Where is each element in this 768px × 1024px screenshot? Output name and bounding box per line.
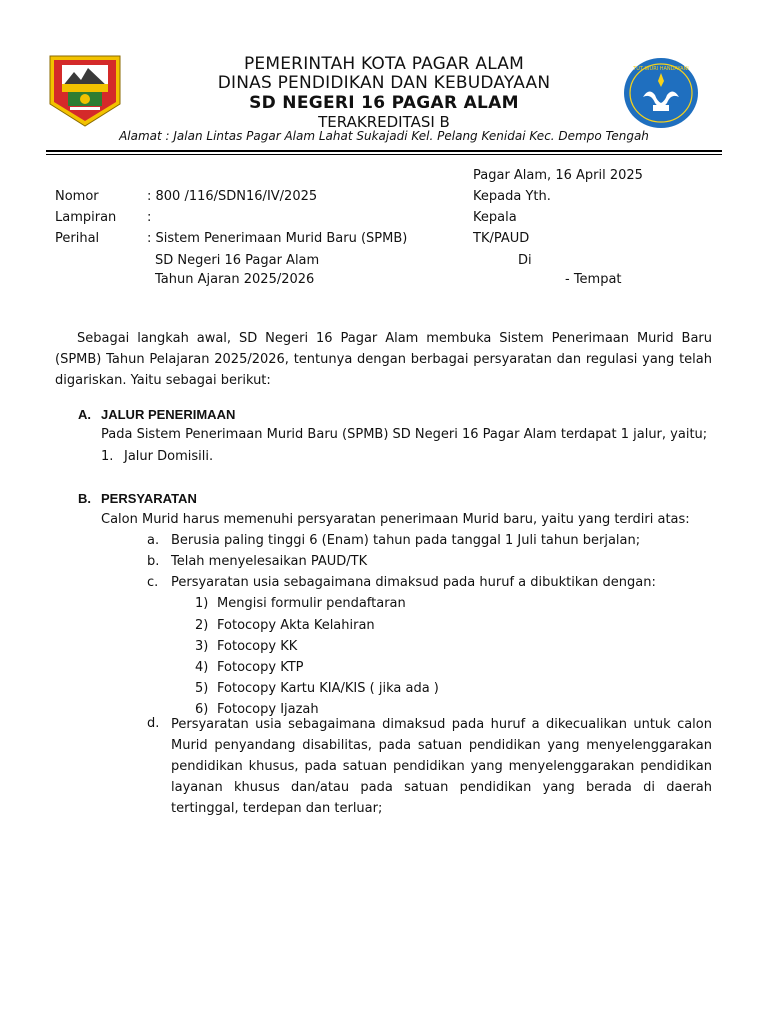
document-item: Fotocopy KK xyxy=(217,639,298,654)
requirement-marker: c. xyxy=(147,575,159,590)
letterhead-government: PEMERINTAH KOTA PAGAR ALAM xyxy=(243,54,525,74)
section-a-item-marker: 1. xyxy=(101,449,114,464)
document-item: Mengisi formulir pendaftaran xyxy=(217,596,406,611)
section-b-text: Calon Murid harus memenuhi persyaratan penerimaan Murid baru, yaitu yang terdiri atas: xyxy=(101,512,690,527)
section-b-title: PERSYARATAN xyxy=(101,491,197,506)
requirement-item: Persyaratan usia sebagaimana dimaksud pada huruf a dibuktikan dengan: xyxy=(171,575,656,590)
section-a-item: Jalur Domisili. xyxy=(124,449,214,464)
letterhead-accreditation: TERAKREDITASI B xyxy=(318,113,450,131)
requirement-marker: b. xyxy=(147,554,160,569)
recipient-line-4: Di xyxy=(518,253,532,268)
document-marker: 5) xyxy=(195,681,209,696)
section-a-text: Pada Sistem Penerimaan Murid Baru (SPMB) SD Negeri 16 Pagar Alam terdapat 1 jalur, yaitu; xyxy=(101,427,708,442)
section-a-marker: A. xyxy=(78,407,91,422)
document-marker: 2) xyxy=(195,618,209,633)
perihal-label: Perihal xyxy=(55,231,100,246)
nomor-label: Nomor xyxy=(55,189,99,204)
letterhead-school-name: SD NEGERI 16 PAGAR ALAM xyxy=(249,93,519,113)
perihal-line-3: Tahun Ajaran 2025/2026 xyxy=(155,272,315,287)
document-marker: 6) xyxy=(195,702,209,717)
svg-text:TUT WURI HANDAYANI: TUT WURI HANDAYANI xyxy=(633,66,689,72)
requirement-item: Telah menyelesaikan PAUD/TK xyxy=(171,554,368,569)
letterhead-department: DINAS PENDIDIKAN DAN KEBUDAYAAN xyxy=(217,73,551,93)
document-item: Fotocopy Ijazah xyxy=(217,702,319,717)
recipient-line-1: Kepada Yth. xyxy=(473,189,551,204)
document-marker: 1) xyxy=(195,596,209,611)
recipient-line-3: TK/PAUD xyxy=(473,231,530,246)
document-item: Fotocopy KTP xyxy=(217,660,304,675)
recipient-line-5: - Tempat xyxy=(565,272,622,287)
requirement-marker: d. xyxy=(147,716,160,731)
intro-paragraph: Sebagai langkah awal, SD Negeri 16 Pagar Alam membuka Sistem Penerimaan Murid Baru (SPMB) Tahun Pelajaran 2025/2026, tentunya dengan berbagai persyaratan dan regulasi yang telah digariskan. Yaitu sebagai berikut: xyxy=(55,331,712,388)
lampiran-label: Lampiran xyxy=(55,210,117,225)
recipient-line-2: Kepala xyxy=(473,210,517,225)
requirement-item: Berusia paling tinggi 6 (Enam) tahun pada tanggal 1 Juli tahun berjalan; xyxy=(171,533,641,548)
document-item: Fotocopy Kartu KIA/KIS ( jika ada ) xyxy=(217,681,439,696)
perihal-line-2: SD Negeri 16 Pagar Alam xyxy=(155,253,320,268)
header-divider-thin xyxy=(46,154,722,155)
requirement-item-d: Persyaratan usia sebagaimana dimaksud pada huruf a dikecualikan untuk calon Murid penyandang disabilitas, pada satuan pendidikan yang menyelenggarakan pendidikan khusus, pada satuan pendidikan yang menyelenggarakan pendidikan layanan khusus dan/atau pada satuan pendidikan yang berada di daerah tertinggal, terdepan dan terluar; xyxy=(171,717,712,816)
letter-date: Pagar Alam, 16 April 2025 xyxy=(473,168,643,183)
lampiran-value: : xyxy=(147,210,152,225)
requirement-marker: a. xyxy=(147,533,160,548)
perihal-value: : Sistem Penerimaan Murid Baru (SPMB) xyxy=(147,231,408,246)
nomor-value: : 800 /116/SDN16/IV/2025 xyxy=(147,189,318,204)
letterhead-address: Alamat : Jalan Lintas Pagar Alam Lahat Sukajadi Kel. Pelang Kenidai Kec. Dempo Tengah xyxy=(119,129,649,143)
header-divider-thick xyxy=(46,150,722,152)
document-marker: 4) xyxy=(195,660,209,675)
document-item: Fotocopy Akta Kelahiran xyxy=(217,618,375,633)
section-a-title: JALUR PENERIMAAN xyxy=(101,407,236,422)
section-b-marker: B. xyxy=(78,491,91,506)
document-marker: 3) xyxy=(195,639,209,654)
